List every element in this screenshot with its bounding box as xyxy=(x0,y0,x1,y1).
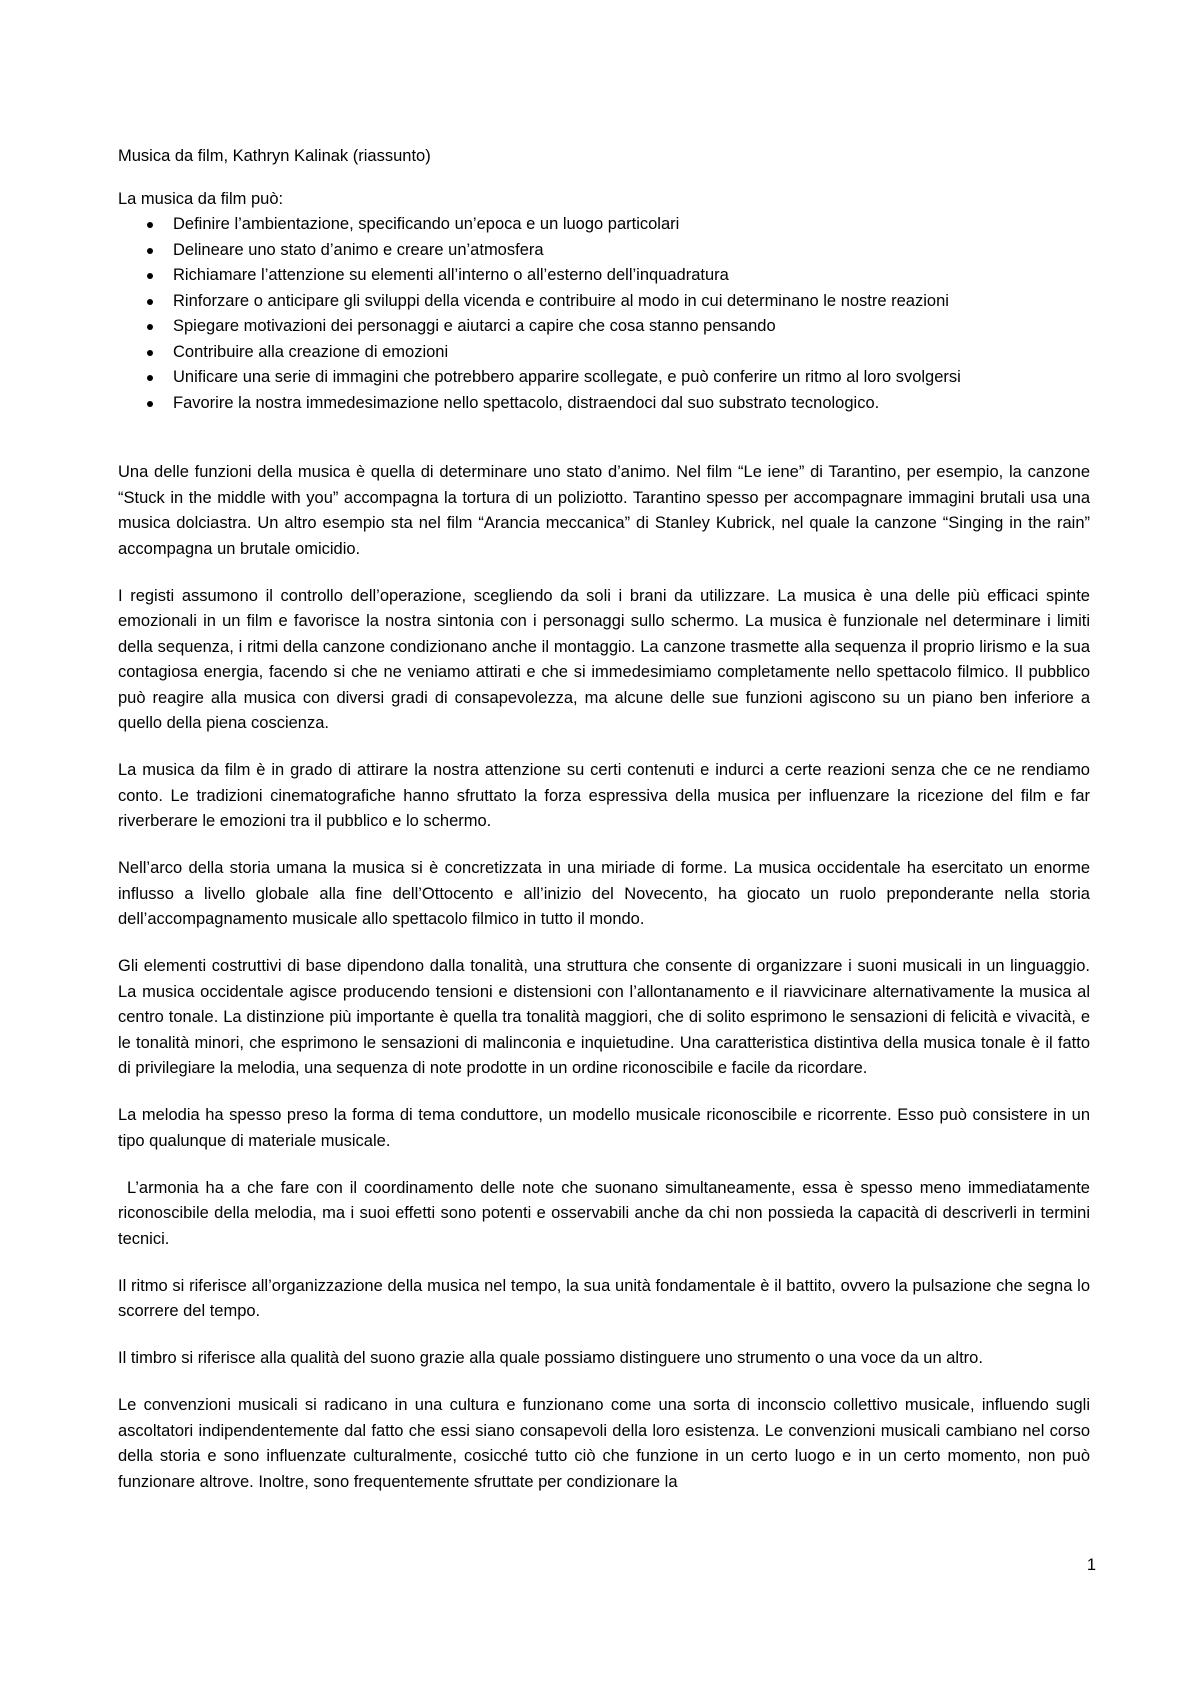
functions-list xyxy=(118,212,1090,416)
paragraph: Una delle funzioni della musica è quella di determinare uno stato d’animo. Nel film “Le iene” di Tarantino, per esempio, la canzone “Stuck in the middle with you” accompagna la tortura di un poliziotto. Tarantino spesso per accompagnare immagini brutali usa una musica dolciastra. Un altro esempio sta nel film “Arancia meccanica” di Stanley Kubrick, nel quale la canzone “Singing in the rain” accompagna un brutale omicidio. xyxy=(118,463,1090,558)
list-item-text: Spiegare motivazioni dei personaggi e aiutarci a capire che cosa stanno pensando xyxy=(173,317,776,335)
bullet-marker xyxy=(147,350,153,356)
paragraph: L’armonia ha a che fare con il coordinamento delle note che suonano simultaneamente, essa è spesso meno immediatamente riconoscibile della melodia, ma i suoi effetti sono potenti e osservabili anche da chi non possieda la capacità di descriverli in termini tecnici. xyxy=(118,1178,1090,1248)
paragraph: La melodia ha spesso preso la forma di tema conduttore, un modello musicale riconoscibile e ricorrente. Esso può consistere in un tipo qualunque di materiale musicale. xyxy=(118,1106,1090,1150)
list-item xyxy=(118,365,1090,391)
list-item-text: Rinforzare o anticipare gli sviluppi della vicenda e contribuire al modo in cui determinano le nostre reazioni xyxy=(173,291,949,310)
paragraph: Le convenzioni musicali si radicano in una cultura e funzionano come una sorta di inconscio collettivo musicale, influendo sugli ascoltatori indipendentemente dal fatto che essi siano consapevoli della loro esistenza. Le convenzioni musicali cambiano nel corso della storia e sono influenzate culturalmente, cosicché tutto ciò che funzione in un certo luogo e in un certo momento, non può funzionare altrove. Inoltre, sono frequentemente sfruttate per condizionare la xyxy=(118,1396,1090,1491)
list-item-text: Favorire la nostra immedesimazione nello spettacolo, distraendoci dal suo substrato tecnologico. xyxy=(173,393,880,412)
paragraph: Gli elementi costruttivi di base dipendono dalla tonalità, una struttura che consente di organizzare i suoni musicali in un linguaggio. La musica occidentale agisce producendo tensioni e distensioni con l’allontanamento e il riavvicinare alternativamente la musica al centro tonale. La distinzione più importante è quella tra tonalità maggiori, che di solito esprimono le sensazioni di felicità e vivacità, e le tonalità minori, che esprimono le sensazioni di malinconia e inquietudine. Una caratteristica distintiva della musica tonale è il fatto di privilegiare la melodia, una sequenza di note prodotte in un ordine riconoscibile e facile da ricordare. xyxy=(118,957,1090,1077)
document-body xyxy=(118,144,1090,1517)
bullet-marker xyxy=(147,324,153,330)
bullet-marker xyxy=(147,222,153,228)
list-item xyxy=(118,263,1090,289)
list-item-text: Contribuire alla creazione di emozioni xyxy=(173,342,449,361)
list-item xyxy=(118,238,1090,264)
list-intro: La musica da film può: xyxy=(118,189,284,208)
paragraph: Nell’arco della storia umana la musica si è concretizzata in una miriade di forme. La musica occidentale ha esercitato un enorme influsso a livello globale alla fine dell’Ottocento e all’inizio del Novecento, ha giocato un ruolo preponderante nella storia dell’accompagnamento musicale allo spettacolo filmico in tutto il mondo. xyxy=(118,859,1090,928)
list-item xyxy=(118,391,1090,417)
paragraph: I registi assumono il controllo dell’operazione, scegliendo da soli i brani da utilizzare. La musica è una delle più efficaci spinte emozionali in un film e favorisce la nostra sintonia con i personaggi sullo schermo. La musica è funzionale nel determinare i limiti della sequenza, i ritmi della canzone condizionano anche il montaggio. La canzone trasmette alla sequenza il proprio lirismo e la sua contagiosa energia, facendo si che ne veniamo attirati e che si immedesimiamo completamente nello spettacolo filmico. Il pubblico può reagire alla musica con diversi gradi di consapevolezza, ma alcune delle sue funzioni agiscono su un piano ben inferiore a quello della piena coscienza. xyxy=(118,586,1090,732)
bullet-marker xyxy=(147,299,153,305)
list-item xyxy=(118,212,1090,238)
list-item-text: Richiamare l’attenzione su elementi all’interno o all’esterno dell’inquadratura xyxy=(173,266,729,284)
list-item-text: Unificare una serie di immagini che potrebbero apparire scollegate, e può conferire un ritmo al loro svolgersi xyxy=(173,368,961,386)
list-item xyxy=(118,314,1090,340)
bullet-marker xyxy=(147,401,153,407)
bullet-marker xyxy=(147,273,153,279)
paragraph: Il ritmo si riferisce all’organizzazione della musica nel tempo, la sua unità fondamentale è il battito, ovvero la pulsazione che segna lo scorrere del tempo. xyxy=(118,1276,1090,1320)
list-item xyxy=(118,289,1090,315)
list-item xyxy=(118,340,1090,366)
page-number: 1 xyxy=(1086,1556,1096,1574)
bullet-marker xyxy=(147,375,153,381)
document-title: Musica da film, Kathryn Kalinak (riassunto) xyxy=(118,147,431,165)
paragraph: La musica da film è in grado di attirare la nostra attenzione su certi contenuti e indurci a certe reazioni senza che ce ne rendiamo conto. Le tradizioni cinematografiche hanno sfruttato la forza espressiva della musica per influenzare la ricezione del film e far riverberare le emozioni tra il pubblico e lo schermo. xyxy=(118,761,1090,830)
bullet-marker xyxy=(147,248,153,254)
paragraph: Il timbro si riferisce alla qualità del suono grazie alla quale possiamo distinguere uno strumento o una voce da un altro. xyxy=(118,1349,983,1367)
list-item-text: Definire l’ambientazione, specificando un’epoca e un luogo particolari xyxy=(173,215,680,233)
list-item-text: Delineare uno stato d’animo e creare un’atmosfera xyxy=(173,240,544,259)
